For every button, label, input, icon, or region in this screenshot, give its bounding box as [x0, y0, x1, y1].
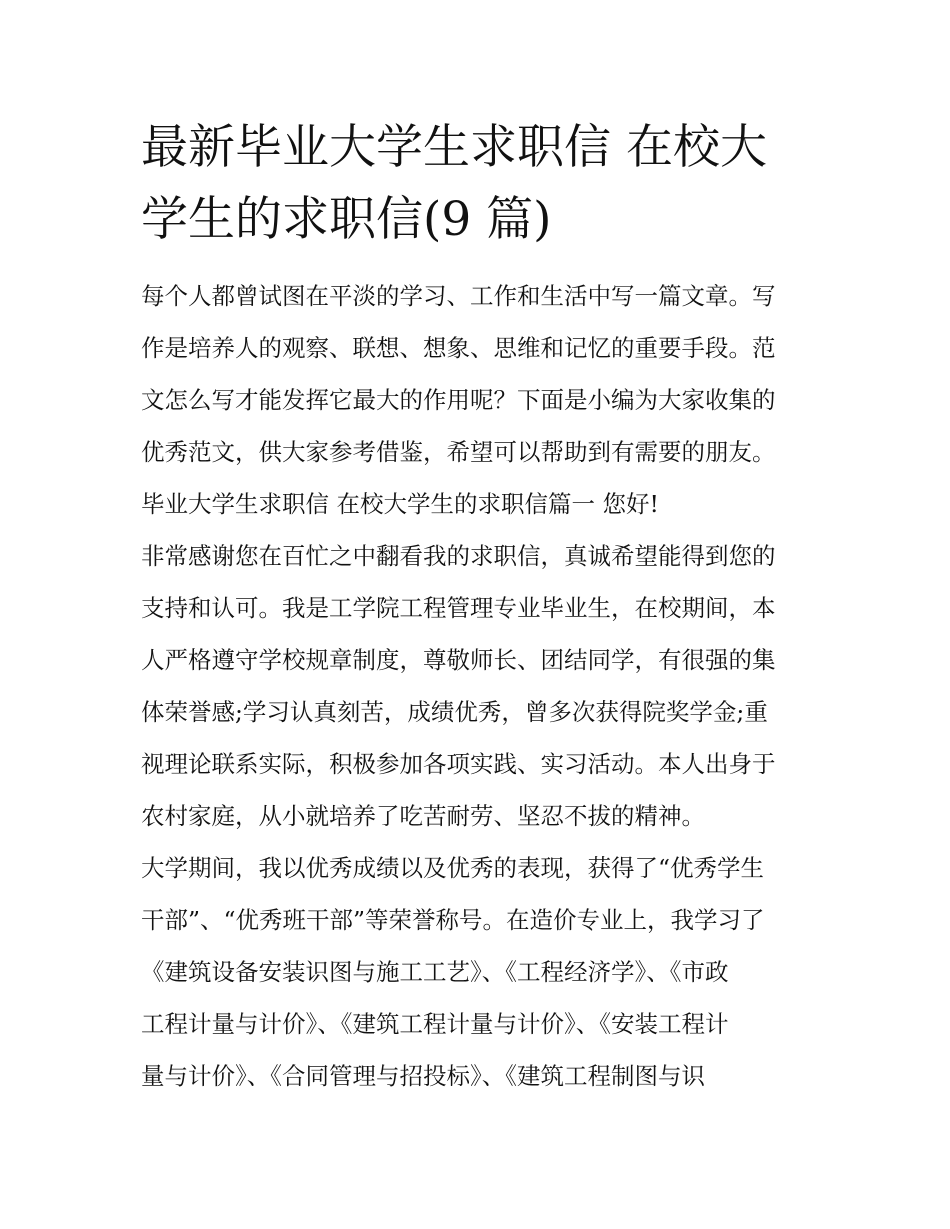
- body-line: 视理论联系实际，积极参加各项实践、实习活动。本人出身于: [141, 750, 776, 778]
- body-line: 作是培养人的观察、联想、想象、思维和记忆的重要手段。范: [141, 334, 776, 362]
- body-line: 非常感谢您在百忙之中翻看我的求职信，真诚希望能得到您的: [141, 542, 776, 570]
- body-line: 文怎么写才能发挥它最大的作用呢？下面是小编为大家收集的: [141, 386, 776, 414]
- document-body: [141, 270, 813, 1102]
- body-line: 每个人都曾试图在平淡的学习、工作和生活中写一篇文章。写: [141, 282, 776, 310]
- body-line: 大学期间，我以优秀成绩以及优秀的表现，获得了“优秀学生: [141, 854, 765, 882]
- body-line: 《建筑设备安装识图与施工工艺》、《工程经济学》、《市政: [141, 958, 729, 986]
- body-line: 支持和认可。我是工学院工程管理专业毕业生，在校期间，本: [141, 594, 776, 622]
- body-line: 毕业大学生求职信 在校大学生的求职信篇一 您好!: [141, 490, 659, 518]
- body-line: 体荣誉感;学习认真刻苦，成绩优秀，曾多次获得院奖学金;重: [141, 698, 768, 726]
- title-line-2: 学生的求职信(9 篇): [141, 192, 552, 247]
- title-line-1: 最新毕业大学生求职信 在校大: [141, 120, 767, 175]
- body-line: 工程计量与计价》、《建筑工程计量与计价》、《安装工程计: [141, 1010, 729, 1038]
- document-title: [141, 112, 813, 256]
- body-line: 优秀范文，供大家参考借鉴，希望可以帮助到有需要的朋友。: [141, 438, 776, 466]
- document-page: [141, 112, 813, 1102]
- body-line: 干部”、“优秀班干部”等荣誉称号。在造价专业上，我学习了: [141, 906, 765, 934]
- body-line: 量与计价》、《合同管理与招投标》、《建筑工程制图与识: [141, 1062, 705, 1090]
- body-line: 农村家庭，从小就培养了吃苦耐劳、坚忍不拔的精神。: [141, 802, 705, 830]
- body-line: 人严格遵守学校规章制度，尊敬师长、团结同学，有很强的集: [141, 646, 776, 674]
